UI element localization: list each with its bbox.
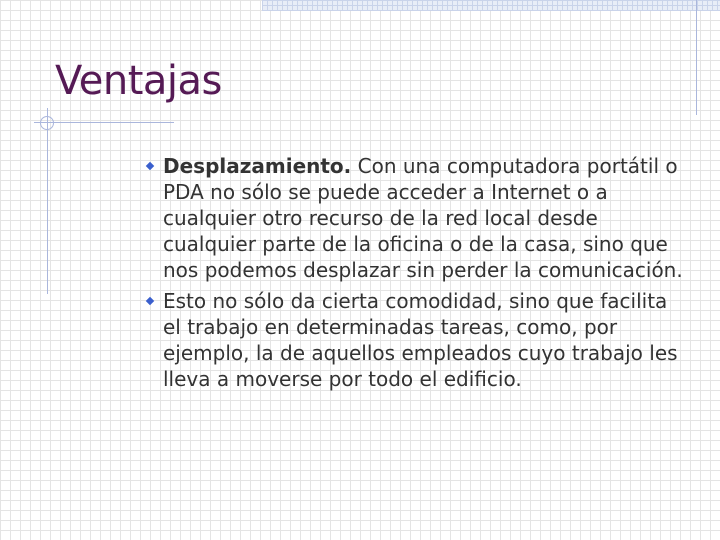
diamond-bullet-icon	[146, 297, 154, 305]
right-decorative-rule	[696, 0, 697, 115]
title-underline-rule	[34, 122, 174, 123]
crosshair-circle-icon	[40, 116, 54, 130]
bullet-body-text: Esto no sólo da cierta comodidad, sino que facilita el trabajo en determinadas tareas, como, por ejemplo, la de aquellos empleados cuyo trabajo les lleva a moverse por todo el edificio.	[163, 289, 678, 391]
bullet-lead-text: Desplazamiento.	[163, 154, 352, 178]
diamond-bullet-icon	[146, 162, 154, 170]
slide-title: Ventajas	[55, 58, 222, 104]
left-decorative-rule	[47, 108, 48, 294]
bullet-item-desplazamiento	[145, 153, 685, 283]
top-decorative-band	[262, 0, 720, 11]
bullet-item-comodidad	[145, 288, 685, 392]
bullet-list	[145, 153, 685, 397]
bullet-body-text: Con una computadora portátil o PDA no sólo se puede acceder a Internet o a cualquier otro recurso de la red local desde cualquier parte de la oficina o de la casa, sino que nos podemos desplazar sin perder la comunicación.	[163, 154, 683, 282]
